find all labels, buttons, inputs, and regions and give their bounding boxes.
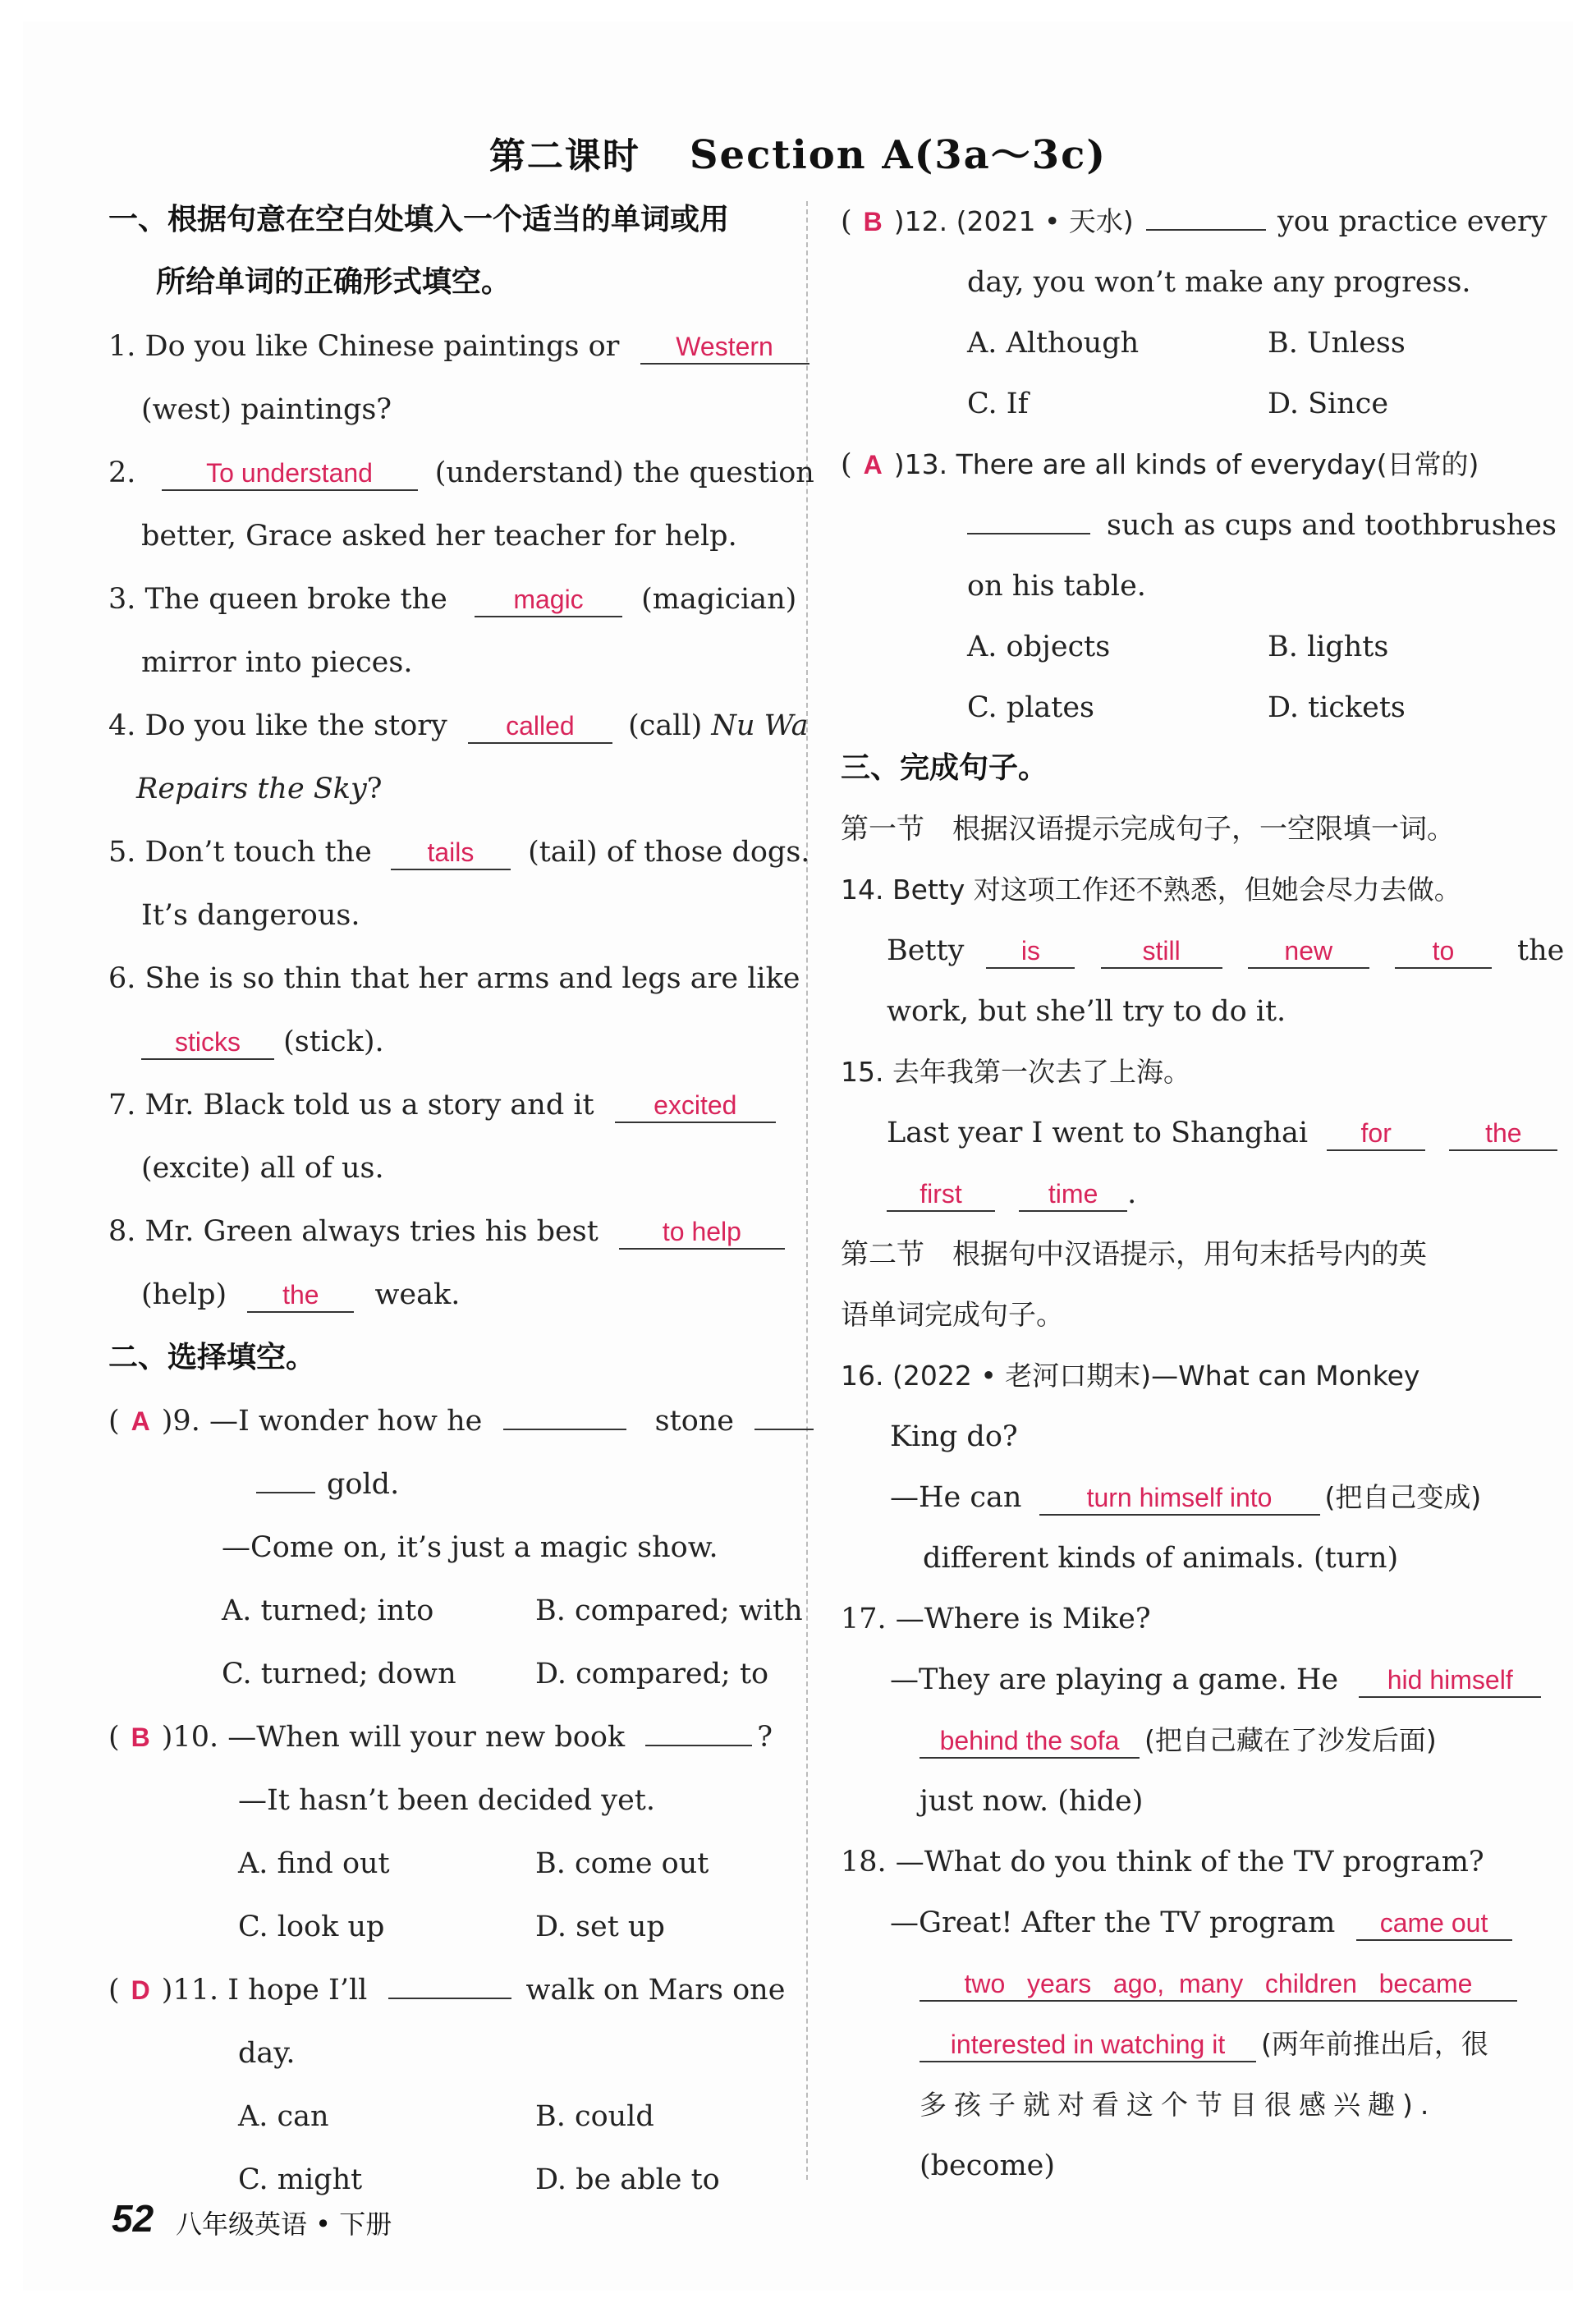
q17-answer-blank-1: hid himself — [1359, 1663, 1541, 1698]
q10-option-c: C. look up — [238, 1911, 385, 1943]
q13-line2: such as cups and toothbrushes — [967, 507, 1557, 544]
q14-blank-4: to — [1395, 934, 1492, 969]
q5-line2: It’s dangerous. — [141, 899, 360, 932]
page-title — [0, 123, 1596, 180]
q10-answer: B — [131, 1723, 150, 1752]
q10-line1: ( B )10. —When will your new book ? — [108, 1721, 773, 1754]
q3-line1: 3. The queen broke the magic (magician) — [108, 583, 797, 616]
q14-line1: Betty is still new to the — [887, 934, 1565, 967]
q13-option-a: A. objects — [967, 631, 1111, 663]
q9-line3: —Come on, it’s just a magic show. — [222, 1531, 718, 1564]
part3-section2-line1: 第二节 根据句中汉语提示，用句末括号内的英 — [841, 1238, 1427, 1271]
q2-line1: 2. To understand (understand) the question — [108, 456, 814, 489]
page-number: 52 — [112, 2197, 154, 2240]
q7-line2: (excite) all of us. — [141, 1152, 384, 1185]
q17-line1: 17. —Where is Mike? — [841, 1603, 1151, 1635]
q16-line4: different kinds of animals. (turn) — [923, 1542, 1399, 1575]
title-cn: 第二课时 — [488, 135, 640, 177]
q9-option-b: B. compared; with — [535, 1594, 803, 1627]
q12-line2: day, you won’t make any progress. — [967, 266, 1471, 299]
part3-heading: 三、完成句子。 — [841, 751, 1048, 785]
q13-option-b: B. lights — [1268, 631, 1389, 663]
part1-heading-line2: 所给单词的正确形式填空。 — [156, 265, 511, 299]
q13-option-d: D. tickets — [1268, 691, 1406, 724]
q14-chinese: 14. Betty 对这项工作还不熟悉，但她会尽力去做。 — [841, 874, 1461, 906]
q14-blank-2: still — [1101, 934, 1222, 969]
q1-line2: (west) paintings? — [141, 393, 392, 426]
q5-line1: 5. Don’t touch the tails (tail) of those dogs. — [108, 836, 810, 869]
q18-line3 — [920, 1965, 1517, 2002]
q11-option-d: D. be able to — [535, 2163, 720, 2196]
q3-answer-blank: magic — [475, 583, 622, 617]
q9-line2: gold. — [256, 1466, 399, 1503]
part2-heading: 二、选择填空。 — [108, 1341, 316, 1374]
q4-answer-blank: called — [468, 709, 612, 744]
q12-blank — [1146, 229, 1266, 231]
q11-option-c: C. might — [238, 2163, 363, 2196]
q14-blank-1: is — [986, 934, 1075, 969]
q10-option-b: B. come out — [535, 1847, 709, 1880]
q11-blank — [388, 1998, 511, 1999]
q6-answer-blank: sticks — [141, 1025, 274, 1060]
q16-line2: King do? — [890, 1420, 1018, 1453]
q15-blank-3: first — [887, 1177, 995, 1212]
q18-line4: interested in watching it (两年前推出后，很 — [920, 2025, 1488, 2063]
q13-line1: ( A )13. There are all kinds of everyday(日常的) — [841, 448, 1479, 481]
q9-blank-1 — [503, 1429, 626, 1430]
q13-option-c: C. plates — [967, 691, 1094, 724]
q15-blank-2: the — [1449, 1117, 1557, 1151]
q15-chinese: 15. 去年我第一次去了上海。 — [841, 1056, 1190, 1088]
q8-answer-blank-2: the — [247, 1278, 354, 1313]
book-title-footer: 八年级英语 • 下册 — [176, 2209, 392, 2240]
q9-answer: A — [131, 1406, 150, 1436]
q8-line2: (help) the weak. — [141, 1278, 461, 1311]
q7-line1: 7. Mr. Black told us a story and it excited — [108, 1086, 776, 1124]
q2-answer-blank: To understand — [162, 456, 418, 491]
q17-answer-blank-2: behind the sofa — [920, 1724, 1140, 1759]
q12-option-a: A. Although — [967, 327, 1140, 360]
q9-option-d: D. compared; to — [535, 1658, 769, 1690]
q18-line5: 多孩子就对看这个节目很感兴趣). — [920, 2089, 1437, 2121]
q12-answer: B — [863, 207, 883, 236]
part3-section1: 第一节 根据汉语提示完成句子，一空限填一词。 — [841, 813, 1455, 846]
q16-line1: 16. (2022 • 老河口期末)—What can Monkey — [841, 1360, 1420, 1392]
q18-answer-blank-1: came out — [1356, 1906, 1512, 1941]
q14-line2: work, but she’ll try to do it. — [887, 995, 1286, 1028]
q17-line2: —They are playing a game. He hid himself — [890, 1661, 1541, 1699]
q15-line2: first time . — [887, 1175, 1136, 1213]
q14-blank-3: new — [1248, 934, 1369, 969]
q18-line1: 18. —What do you think of the TV program? — [841, 1846, 1484, 1878]
q13-blank — [967, 533, 1090, 534]
q9-option-c: C. turned; down — [222, 1658, 456, 1690]
q9-option-a: A. turned; into — [222, 1594, 434, 1627]
q11-line2: day. — [238, 2037, 296, 2070]
q1-answer-blank: Western — [640, 330, 809, 365]
q12-option-b: B. Unless — [1268, 327, 1406, 360]
q11-option-b: B. could — [535, 2100, 654, 2133]
q15-blank-1: for — [1327, 1117, 1425, 1151]
q8-answer-blank: to help — [619, 1215, 785, 1250]
q18-answer-blank-2: two years ago, many children became — [920, 1967, 1517, 2002]
q9-blank-2 — [754, 1429, 814, 1430]
q10-option-d: D. set up — [535, 1911, 665, 1943]
q4-line1: 4. Do you like the story called (call) Nu Wa — [108, 709, 809, 742]
title-en: Section A(3a～3c) — [689, 132, 1108, 178]
q15-blank-4: time — [1019, 1177, 1127, 1212]
q5-answer-blank: tails — [391, 836, 511, 870]
q12-option-d: D. Since — [1268, 388, 1389, 420]
q13-line3: on his table. — [967, 570, 1146, 603]
q10-line2: —It hasn’t been decided yet. — [238, 1784, 655, 1817]
part3-section2-line2: 语单词完成句子。 — [841, 1299, 1064, 1332]
q6-line1: 6. She is so thin that her arms and legs are like — [108, 962, 800, 995]
q9-blank-3 — [256, 1492, 315, 1493]
q1-line1: 1. Do you like Chinese paintings or Western — [108, 328, 809, 365]
q6-line2: sticks (stick). — [141, 1023, 384, 1061]
q10-option-a: A. find out — [238, 1847, 390, 1880]
q12-line1: ( B )12. (2021 • 天水) you practice every — [841, 205, 1548, 238]
q7-answer-blank: excited — [615, 1089, 776, 1123]
q9-line1: ( A )9. —I wonder how he stone — [108, 1402, 814, 1440]
q18-line2: —Great! After the TV program came out — [890, 1904, 1512, 1942]
q3-line2: mirror into pieces. — [141, 646, 413, 679]
q11-line1: ( D )11. I hope I’ll walk on Mars one — [108, 1974, 786, 2007]
q8-line1: 8. Mr. Green always tries his best to help — [108, 1213, 785, 1250]
q18-answer-blank-3: interested in watching it — [920, 2028, 1256, 2062]
q17-line4: just now. (hide) — [920, 1785, 1144, 1818]
q18-line6: (become) — [920, 2149, 1056, 2182]
q16-line3: —He can turn himself into (把自己变成) — [890, 1481, 1482, 1514]
q11-option-a: A. can — [238, 2100, 329, 2133]
q11-answer: D — [131, 1975, 150, 2005]
part1-heading-line1: 一、根据句意在空白处填入一个适当的单词或用 — [108, 203, 730, 236]
q13-answer: A — [863, 450, 883, 479]
q12-option-c: C. If — [967, 388, 1029, 420]
q16-answer-blank: turn himself into — [1039, 1481, 1320, 1516]
q2-line2: better, Grace asked her teacher for help. — [141, 520, 737, 553]
q15-line1: Last year I went to Shanghai for the — [887, 1114, 1557, 1152]
q17-line3: behind the sofa (把自己藏在了沙发后面) — [920, 1722, 1437, 1759]
q4-line2: Repairs the Sky? — [136, 773, 383, 805]
column-divider — [806, 201, 808, 2180]
q10-blank — [645, 1745, 752, 1746]
